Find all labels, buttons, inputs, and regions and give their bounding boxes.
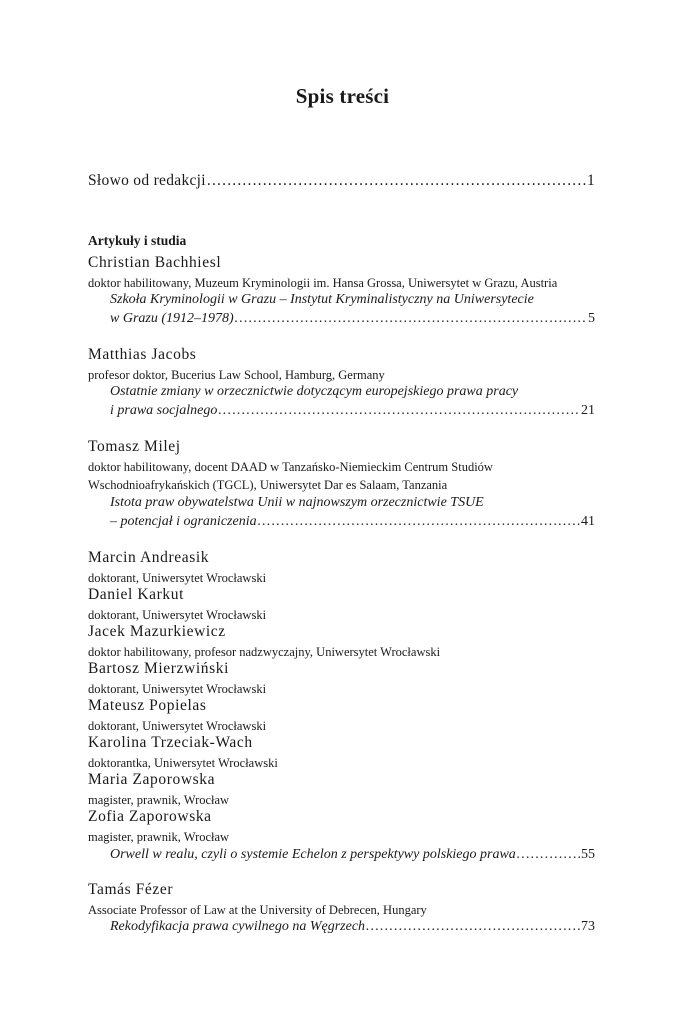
author-name: Matthias Jacobs [88,346,197,363]
author-name: Mateusz Popielas [88,697,207,714]
toc-intro-entry[interactable] [88,172,595,190]
article-title-line: – potencjał i ograniczenia [110,514,257,529]
toc-entry-line[interactable] [110,311,595,327]
dot-leader [517,847,580,863]
dot-leader [207,172,586,190]
toc-entry-line[interactable] [110,847,595,863]
page-number: 21 [581,403,595,418]
author-affiliation: doktorant, Uniwersytet Wrocławski [88,682,267,696]
toc-entry-line[interactable] [110,514,595,530]
author-affiliation: Associate Professor of Law at the University of Debrecen, Hungary [88,903,427,917]
author-affiliation: magister, prawnik, Wrocław [88,830,230,844]
author-name: Zofia Zaporowska [88,808,212,825]
dot-leader [366,919,580,935]
author-name: Christian Bachhiesl [88,254,222,271]
author-name: Daniel Karkut [88,586,185,603]
page-number: 73 [581,919,595,934]
author-name: Tamás Fézer [88,881,174,898]
author-affiliation: magister, prawnik, Wrocław [88,793,230,807]
author-affiliation: doktorant, Uniwersytet Wrocławski [88,719,267,733]
section-heading: Artykuły i studia [88,233,187,248]
article-title-line[interactable]: Szkoła Kryminologii w Grazu – Instytut Kryminalistyczny na Uniwersytecie [110,292,534,307]
author-affiliation: doktorant, Uniwersytet Wrocławski [88,608,267,622]
author-affiliation: doktorantka, Uniwersytet Wrocławski [88,756,278,770]
author-affiliation: profesor doktor, Bucerius Law School, Hamburg, Germany [88,368,385,382]
author-name: Tomasz Milej [88,438,181,455]
author-name: Jacek Mazurkiewicz [88,623,226,640]
author-name: Karolina Trzeciak-Wach [88,734,253,751]
article-title-line[interactable]: Ostatnie zmiany w orzecznictwie dotyczącym europejskiego prawa pracy [110,384,519,399]
article-title-line: w Grazu (1912–1978) [110,311,234,326]
author-affiliation: doktor habilitowany, docent DAAD w Tanzańsko-Niemieckim Centrum Studiów [88,460,493,474]
author-name: Marcin Andreasik [88,549,210,566]
dot-leader [235,311,587,327]
author-affiliation: doktor habilitowany, profesor nadzwyczajny, Uniwersytet Wrocławski [88,645,441,659]
author-name: Bartosz Mierzwiński [88,660,229,677]
article-title-line[interactable]: Istota praw obywatelstwa Unii w najnowszym orzecznictwie TSUE [110,495,484,510]
article-title-line: i prawa socjalnego [110,403,218,418]
article-title-line: Rekodyfikacja prawa cywilnego na Węgrzech [110,919,366,934]
page-number: 55 [581,847,595,862]
page-number: 5 [588,311,595,326]
article-title-line: Orwell w realu, czyli o systemie Echelon z perspektywy polskiego prawa [110,847,516,862]
dot-leader [218,403,580,419]
page-number: 41 [581,514,595,529]
toc-entry-line[interactable] [110,919,595,935]
page-title: Spis treści [295,84,390,108]
dot-leader [258,514,580,530]
author-affiliation: Wschodnioafrykańskich (TGCL), Uniwersytet Dar es Salaam, Tanzania [88,478,448,492]
toc-entry-line[interactable] [110,403,595,419]
intro-label: Słowo od redakcji [88,172,206,189]
author-affiliation: doktor habilitowany, Muzeum Kryminologii im. Hansa Grossa, Uniwersytet w Grazu, Austria [88,276,558,290]
author-affiliation: doktorant, Uniwersytet Wrocławski [88,571,267,585]
intro-page: 1 [586,172,595,189]
author-name: Maria Zaporowska [88,771,216,788]
